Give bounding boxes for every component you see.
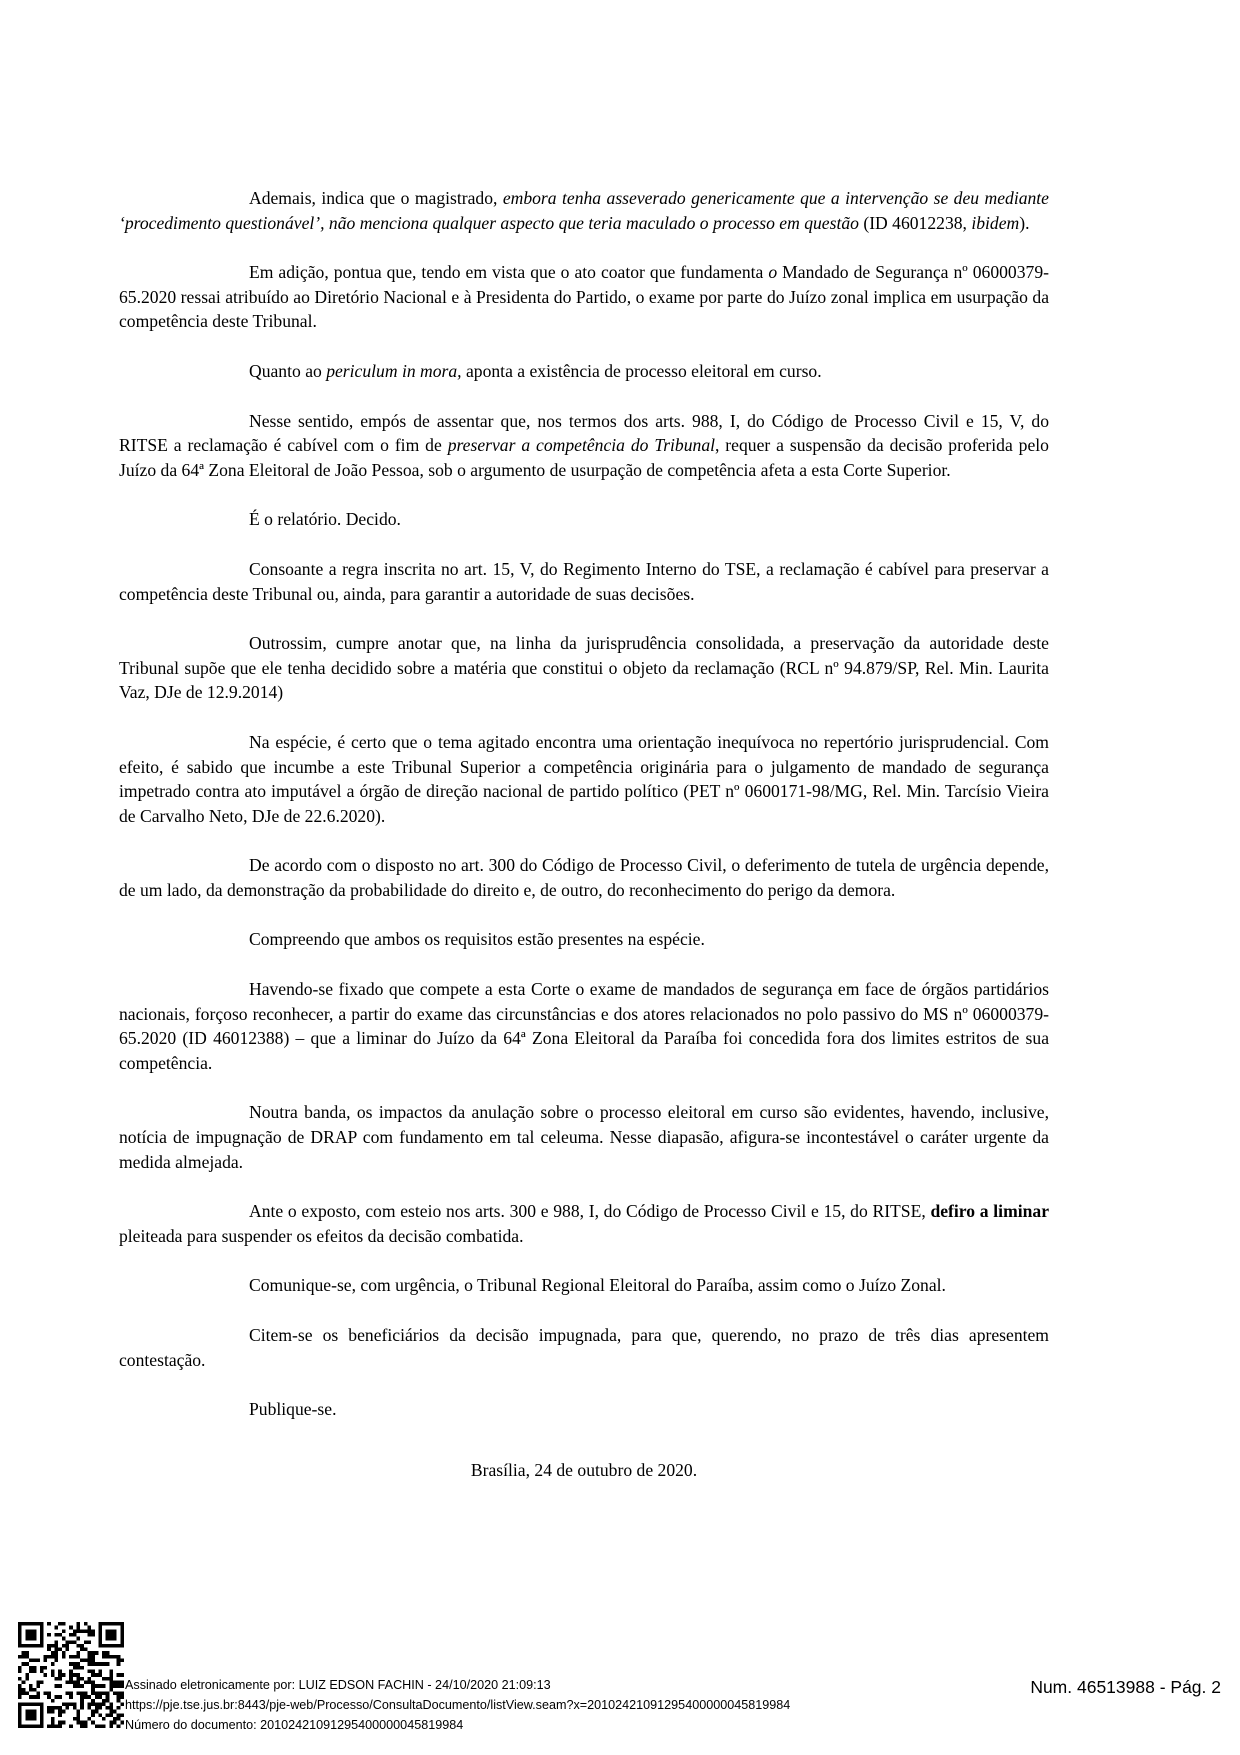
paragraph — [119, 1273, 1049, 1298]
signed-by-text: Assinado eletronicamente por: LUIZ EDSON FACHIN - 24/10/2020 21:09:13 — [125, 1678, 551, 1692]
signature-block — [125, 1675, 790, 1735]
italic-text: ibidem — [971, 212, 1020, 233]
text-run: ). — [1019, 212, 1030, 233]
paragraph — [119, 260, 1049, 334]
document-url[interactable]: https://pje.tse.jus.br:8443/pje-web/Processo/ConsultaDocumento/listView.seam?x=20102421091295400000045819984 — [125, 1698, 791, 1712]
text-run: É o relatório. Decido. — [249, 509, 401, 530]
text-run: Havendo-se fixado que compete a esta Corte o exame de mandados de segurança em face de órgãos partidários nacionais, forçoso reconhecer, a partir do exame das circunstâncias e dos atores relacionados no polo passivo do MS nº 06000379-65.2020 (ID 46012388) – que a liminar do Juízo da 64ª Zona Eleitoral da Paraíba foi concedida fora dos limites estritos de sua competência. — [119, 979, 1049, 1073]
text-run: aponta a existência de processo eleitoral em curso. — [461, 360, 822, 381]
page-reference: Num. 46513988 - Pág. 2 — [1030, 1677, 1221, 1697]
paragraph — [119, 730, 1049, 828]
document-number: Número do documento: 20102421091295400000045819984 — [125, 1718, 464, 1732]
paragraph — [119, 853, 1049, 902]
text-run: , requer a suspensão da decisão proferida pelo Juízo da 64ª Zona Eleitoral de João Pessoa, sob o argumento de usurpação de competência afeta a esta Corte Superior. — [119, 435, 1049, 480]
paragraph — [119, 1323, 1049, 1372]
text-run: Quanto ao — [249, 360, 327, 381]
text-run: pleiteada para suspender os efeitos da decisão combatida. — [119, 1225, 524, 1246]
paragraph — [119, 186, 1049, 235]
paragraph — [119, 507, 1049, 532]
text-run: Compreendo que ambos os requisitos estão presentes na espécie. — [249, 929, 705, 950]
text-run: Nesse sentido, empós de assentar que, nos termos dos arts. 988, I, do Código de Processo Civil e 15, V, do RITSE a reclamação é cabível com o fim de — [119, 410, 1049, 456]
text-run: Citem-se os beneficiários da decisão impugnada, para que, querendo, no prazo de três dias apresentem contestação. — [119, 1325, 1049, 1370]
paragraph — [119, 1397, 1049, 1422]
document-body — [119, 186, 1049, 1507]
signature-footer — [0, 1610, 1240, 1755]
paragraph — [119, 927, 1049, 952]
text-run: Noutra banda, os impactos da anulação sobre o processo eleitoral em curso são evidentes, havendo, inclusive, notícia de impugnação de DRAP com fundamento em tal celeuma. Nesse diapasão, afigura-se incontestável o caráter urgente da medida almejada. — [119, 1102, 1049, 1172]
text-run: Outrossim, cumpre anotar que, na linha da jurisprudência consolidada, a preservação da autoridade deste Tribunal supõe que ele tenha decidido sobre a matéria que constitui o objeto da reclamação (RCL nº 94.879/SP, Rel. Min. Laurita Vaz, DJe de 12.9.2014) — [119, 633, 1049, 703]
italic-text: preservar a competência do Tribunal — [447, 435, 715, 456]
italic-text: periculum in mora, — [326, 360, 462, 381]
paragraph — [119, 359, 1049, 384]
paragraph — [119, 409, 1049, 483]
text-run: Publique-se. — [249, 1399, 337, 1420]
text-run: Em adição, pontua que, tendo em vista que o ato coator que fundamenta — [249, 262, 769, 283]
text-run: (ID 46012238, — [858, 212, 972, 233]
paragraph — [119, 557, 1049, 606]
text-run: Na espécie, é certo que o tema agitado encontra uma orientação inequívoca no repertório jurisprudencial. Com efeito, é sabido que incumbe a este Tribunal Superior a competência originária para o julgamento de mandado de segurança impetrado contra ato imputável a órgão de direção nacional de partido político (PET nº 0600171-98/MG, Rel. Min. Tarcísio Vieira de Carvalho Neto, DJe de 22.6.2020). — [119, 731, 1049, 826]
italic-text: o — [768, 262, 778, 283]
paragraph — [119, 977, 1049, 1075]
paragraph — [119, 631, 1049, 705]
text-run: Consoante a regra inscrita no art. 15, V, do Regimento Interno do TSE, a reclamação é cabível para preservar a competência deste Tribunal ou, ainda, para garantir a autoridade de suas decisões. — [119, 558, 1049, 604]
bold-text: defiro a liminar — [930, 1201, 1049, 1222]
text-run: Mandado de Segurança nº 06000379-65.2020 ressai atribuído ao Diretório Nacional e à Presidenta do Partido, o exame por parte do Juízo zonal implica em usurpação da competência deste Tribunal. — [119, 262, 1049, 332]
closing-place-date: Brasília, 24 de outubro de 2020. — [470, 1459, 698, 1480]
italic-text: embora tenha asseverado genericamente que a intervenção se deu mediante ‘procedimento questionável’, não menciona qualquer aspecto que teria maculado o processo em questão — [119, 188, 1049, 233]
text-run: De acordo com o disposto no art. 300 do Código de Processo Civil, o deferimento de tutela de urgência depende, de um lado, da demonstração da probabilidade do direito e, de outro, do reconhecimento do perigo da demora. — [119, 855, 1049, 900]
text-run: Comunique-se, com urgência, o Tribunal Regional Eleitoral do Paraíba, assim como o Juízo Zonal. — [249, 1275, 946, 1296]
paragraph — [119, 1199, 1049, 1248]
text-run: Ante o exposto, com esteio nos arts. 300 e 988, I, do Código de Processo Civil e 15, do RITSE, — [249, 1201, 931, 1222]
text-run: Ademais, indica que o magistrado, — [249, 188, 503, 208]
qr-code-icon — [18, 1622, 124, 1728]
paragraph — [119, 1100, 1049, 1174]
